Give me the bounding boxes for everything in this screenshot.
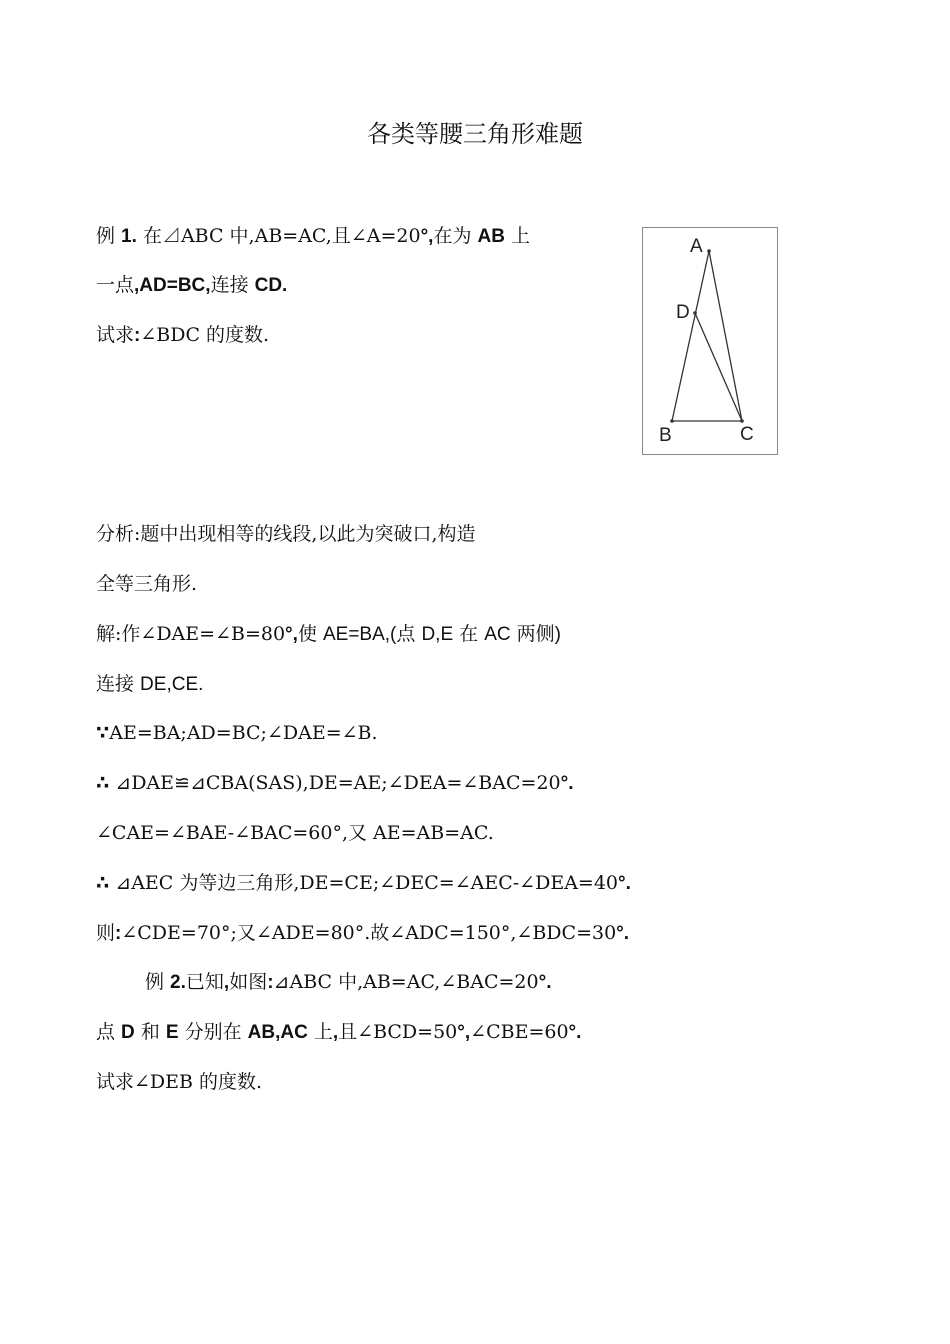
therefore-symbol: ∴	[96, 873, 110, 894]
triangle-lines	[672, 251, 742, 421]
text-segment: °.	[568, 1022, 582, 1043]
text-segment: D,E	[421, 624, 454, 645]
text-segment: °,	[420, 226, 434, 247]
analysis-line2	[96, 569, 197, 599]
problem1-line2	[96, 270, 287, 301]
solution-line6	[96, 868, 631, 899]
text-segment: 在为	[433, 225, 478, 247]
segment-dc	[695, 313, 742, 421]
vertex-c	[740, 419, 744, 423]
solution-line5	[96, 818, 494, 848]
text-segment: )	[554, 624, 561, 645]
text-segment: 两侧	[510, 623, 555, 645]
text-segment: 分析:题中出现相等的线段,以此为突破口,构造	[96, 523, 476, 545]
text-segment: AE=BA,(	[322, 624, 397, 645]
text-segment: ⊿ABC 中,AB=AC,∠BAC=20	[273, 971, 539, 993]
text-segment: 已知	[185, 971, 224, 993]
text-segment: ,	[223, 972, 230, 993]
triangle-diagram	[643, 228, 777, 454]
label-d: D	[676, 302, 690, 323]
text-segment: 例	[96, 225, 122, 247]
text-segment: 在	[453, 623, 485, 645]
solution-line7	[96, 918, 629, 949]
solution-line2	[96, 669, 203, 700]
vertex-b	[670, 419, 674, 423]
text-segment: 点	[396, 623, 422, 645]
therefore-symbol: ∴	[96, 773, 110, 794]
text-segment: °.	[560, 773, 574, 794]
text-segment: 点	[96, 1021, 122, 1043]
solution-line1	[96, 619, 561, 650]
analysis-line1	[96, 519, 475, 549]
label-c: C	[740, 424, 754, 445]
problem2-line1	[145, 967, 551, 998]
text-segment: °.	[616, 923, 630, 944]
text-segment: 试求∠DEB 的度数.	[96, 1071, 263, 1093]
label-b: B	[659, 425, 672, 446]
text-segment: 分别在	[178, 1021, 248, 1043]
text-segment: ∠BDC 的度数.	[140, 324, 270, 346]
text-segment: 解:作∠DAE=∠B=80	[96, 623, 286, 645]
text-segment: DE,CE.	[140, 674, 204, 695]
text-segment: 如图	[229, 971, 268, 993]
text-segment: ⊿DAE≌⊿CBA(SAS),DE=AE;∠DEA=∠BAC=20	[109, 772, 561, 794]
text-segment: :	[115, 923, 122, 944]
vertex-a	[707, 249, 711, 253]
text-segment: ,AD=BC,	[134, 275, 211, 296]
text-segment: AB	[477, 226, 505, 247]
text-segment: 上	[307, 1021, 333, 1043]
text-segment: °.	[538, 972, 552, 993]
text-segment: °,	[457, 1022, 471, 1043]
text-segment: 在⊿ABC 中,AB=AC,且∠A=20	[136, 225, 421, 247]
text-segment: 一点	[96, 274, 135, 296]
text-segment: :	[267, 972, 274, 993]
text-segment: 上	[504, 225, 530, 247]
page-title: 各类等腰三角形难题	[367, 120, 583, 148]
text-segment: ∠CDE=70°;又∠ADE=80°.故∠ADC=150°,∠BDC=30	[121, 922, 617, 944]
text-segment: 使	[297, 623, 323, 645]
label-a: A	[690, 236, 703, 257]
text-segment: 连接	[210, 274, 255, 296]
text-segment: °.	[618, 873, 631, 894]
text-segment: ⊿AEC 为等边三角形,DE=CE;∠DEC=∠AEC-∠DEA=40	[109, 872, 619, 894]
vertex-d	[693, 311, 697, 315]
text-segment: 例	[145, 971, 171, 993]
text-segment: E	[165, 1022, 179, 1043]
problem2-line3	[96, 1067, 262, 1097]
text-segment: :	[134, 325, 141, 346]
triangle-figure	[642, 227, 778, 455]
text-segment: ,	[332, 1022, 339, 1043]
text-segment: 连接	[96, 673, 141, 695]
text-segment: ∠CBE=60	[470, 1021, 569, 1043]
solution-line3	[96, 718, 378, 749]
text-segment: CD.	[254, 275, 288, 296]
problem2-line2	[96, 1017, 581, 1048]
text-segment: 和	[134, 1021, 166, 1043]
text-segment: 试求	[96, 324, 135, 346]
text-segment: 全等三角形.	[96, 573, 198, 595]
problem1-line3	[96, 320, 269, 351]
text-segment: D	[121, 1022, 135, 1043]
text-segment: 1.	[121, 226, 137, 247]
text-segment: 则	[96, 922, 116, 944]
text-segment: ∠CAE=∠BAE-∠BAC=60°,又 AE=AB=AC.	[96, 822, 494, 844]
segment-ac	[709, 251, 742, 421]
text-segment: AB,AC	[247, 1022, 308, 1043]
solution-line4	[96, 768, 574, 799]
text-segment: 且∠BCD=50	[338, 1021, 458, 1043]
text-segment: °,	[285, 624, 298, 645]
text-segment: AC	[484, 624, 511, 645]
problem1-line1	[96, 221, 530, 252]
text-segment: AE=BA;AD=BC;∠DAE=∠B.	[109, 722, 378, 744]
segment-ab	[672, 251, 709, 421]
text-segment: 2.	[170, 972, 186, 993]
because-symbol: ∵	[96, 723, 110, 744]
